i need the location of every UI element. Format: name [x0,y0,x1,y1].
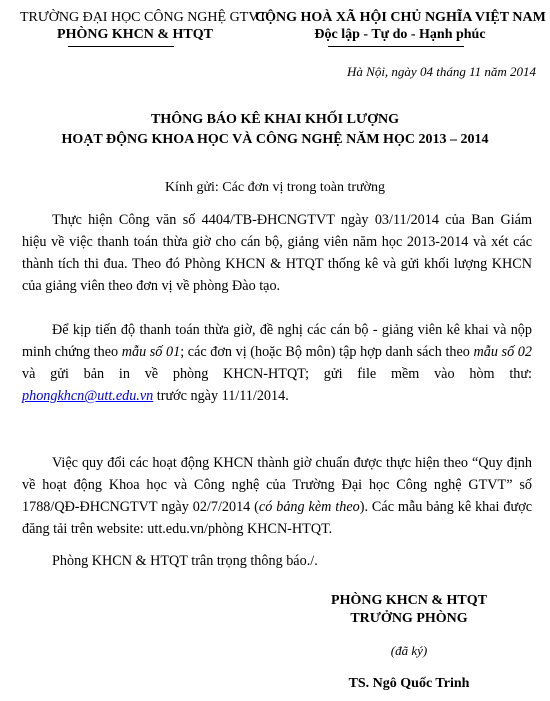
header-divider-right [328,46,464,47]
paragraph-3-text: ). Các mẫu bảng kê khai được đăng tải trên website: utt.edu.vn/phòng KHCN-HTQT. [22,499,532,537]
greeting: Kính gửi: Các đơn vị trong toàn trường [164,180,386,195]
paragraph-2-text: ; các đơn vị (hoặc Bộ môn) tập hợp danh sách theo [180,344,474,360]
closing-line: Phòng KHCN & HTQT trân trọng thông báo./. [52,553,318,569]
university-name: TRƯỜNG ĐẠI HỌC CÔNG NGHỆ GTVT [20,10,267,25]
email-link[interactable]: phongkhcn@utt.edu.vn [22,388,154,404]
department-name: PHÒNG KHCN & HTQT [57,27,213,42]
document-subtitle: HOẠT ĐỘNG KHOA HỌC VÀ CÔNG NGHỆ NĂM HỌC 2013 – 2014 [61,132,489,147]
paragraph-3 [22,452,532,540]
form-01-label: mẫu số 01 [121,344,181,360]
paragraph-2 [22,319,532,407]
signature-department: PHÒNG KHCN & HTQT [331,593,487,608]
country-name: CỘNG HOÀ XÃ HỘI CHỦ NGHĨA VIỆT NAM [255,10,546,25]
signature-status: (đã ký) [390,643,428,658]
org-header [20,9,267,43]
motto: Độc lập - Tự do - Hạnh phúc [314,27,486,42]
signatory-name: TS. Ngô Quốc Trinh [348,676,470,691]
national-header [255,9,545,43]
signature-role: TRƯỞNG PHÒNG [350,611,468,626]
document-date: Hà Nội, ngày 04 tháng 11 năm 2014 [347,64,536,79]
attachment-note: có bảng kèm theo [258,499,360,515]
paragraph-1: Thực hiện Công văn số 4404/TB-ĐHCNGTVT ngày 03/11/2014 của Ban Giám hiệu về việc thanh toán thừa giờ cho cán bộ, giảng viên năm học 2013-2014 và xét các thành tích thi đua. Theo đó Phòng KHCN & HTQT thống kê và gửi khối lượng KHCN của giảng viên theo đơn vị về phòng Đào tạo. [22,212,532,294]
form-02-label: mẫu số 02 [473,344,532,360]
paragraph-3-text: Việc quy đổi các hoạt động KHCN thành giờ chuẩn được thực hiện theo “Quy định về hoạt động Khoa học và Công nghệ của Trường Đại học Công nghệ GTVT” số 1788/QĐ-ĐHCNGTVT ngày 02/7/2014 ( [22,455,532,515]
document-title: THÔNG BÁO KÊ KHAI KHỐI LƯỢNG [150,112,399,127]
paragraph-2-text: trước ngày 11/11/2014. [153,388,289,404]
header-divider-left [68,46,174,47]
paragraph-2-text: Để kịp tiến độ thanh toán thừa giờ, đề nghị các cán bộ - giảng viên kê khai và nộp minh chứng theo [22,322,532,360]
paragraph-2-text: và gửi bản in về phòng KHCN-HTQT; gửi file mềm vào hòm thư: [22,366,532,382]
